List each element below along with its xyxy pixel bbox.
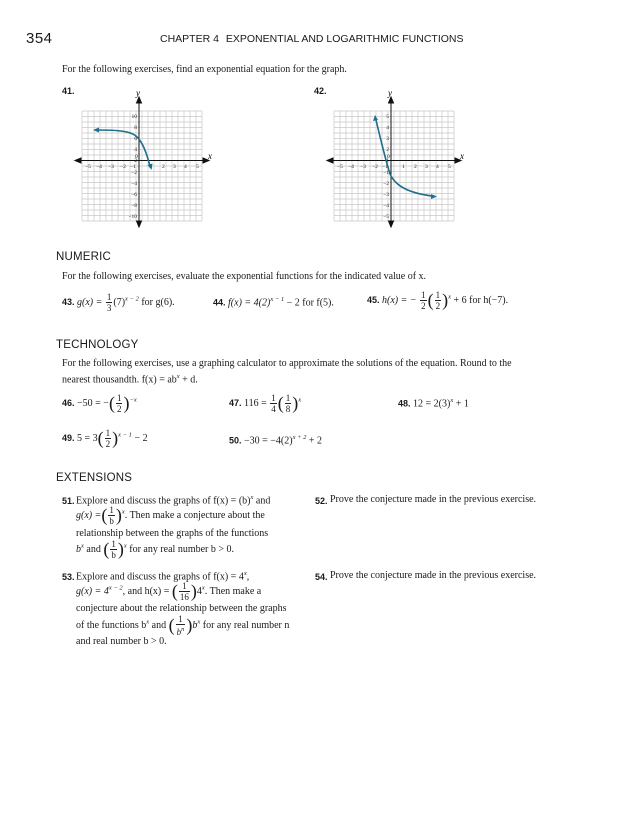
ex53-line-2-exponent-2: x (201, 584, 205, 592)
x-tick: 2 (414, 164, 417, 170)
ex46-fraction (116, 393, 123, 414)
page-number: 354 (26, 30, 53, 47)
section-heading-extensions: EXTENSIONS (56, 472, 133, 484)
x-axis-label: x (208, 151, 212, 161)
x-tick: 0 (387, 154, 390, 160)
numerator: 1 (271, 393, 276, 403)
exercise-51-number: 51. (62, 496, 75, 506)
denominator: 2 (435, 301, 441, 311)
ex53-line-1-exponent: x (243, 570, 247, 577)
ex53-line-2: $g(x) = 4^{x - 2}$, and h(x) = ( $\frac{1}{16}$ )4$^x$. Then make a (76, 581, 262, 602)
y-tick: −5 (383, 214, 389, 220)
x-tick: 3 (173, 164, 176, 170)
denominator: 3 (106, 303, 112, 313)
numerator: 1 (111, 539, 116, 549)
ex51-line-1-exponent: x (250, 494, 254, 501)
ex51-line-4: $b^x$ and ( $\frac{1}{b}$ )$^x$ for any real number b > 0. (76, 539, 235, 560)
exercise-43-number: 43. (62, 296, 75, 307)
ex51-line-2: g(x) =( $\frac{1}{b}$ )$^x$. Then make a conjecture about the (76, 505, 265, 526)
y-axis-label: y (136, 88, 140, 98)
ex48-tail: + 1 (455, 398, 469, 410)
y-tick: −4 (131, 181, 137, 187)
ex43-lhs: g(x) = (77, 296, 103, 308)
ex53-line-2-base: 4 (196, 585, 202, 597)
ex53-line-4-exponent: x (146, 618, 150, 626)
ex45-lhs: h(x) = − (382, 294, 417, 306)
section-heading-technology: TECHNOLOGY (56, 339, 139, 351)
ex48-exponent: x (450, 397, 454, 404)
ex51-line-4-exponent-2: x (123, 542, 127, 550)
ex50-lhs: −30 = −4(2) (244, 435, 293, 447)
x-tick: −3 (360, 164, 366, 170)
exercise-41-graph (72, 86, 220, 228)
exercise-44 (213, 296, 334, 308)
y-tick: 8 (134, 125, 137, 131)
ex53-line-4-text: of the functions b (76, 619, 147, 631)
ex51-line-2-exponent: x (121, 508, 125, 516)
denominator: 2 (116, 404, 122, 414)
y-tick: −8 (131, 203, 137, 209)
denominator: 8 (285, 404, 291, 414)
denominator: b (109, 516, 114, 526)
ex52-text: Prove the conjecture made in the previous exercise. (330, 494, 537, 505)
x-tick: −1 (130, 164, 136, 170)
exercise-50-number: 50. (229, 435, 242, 446)
denominator: 16 (179, 592, 189, 602)
exercise-47: 47. 116 = $\frac{1}{4}$ ( $\frac{1}{8}$ )$^x$ (229, 393, 302, 414)
numerator: 1 (106, 292, 112, 302)
x-tick: 5 (196, 164, 199, 170)
y-tick: 4 (134, 147, 137, 153)
ex51-line-4-base: b (76, 543, 81, 555)
ex51-line-1-tail: and (255, 495, 271, 507)
ex53-line-4: of the functions $b^x$ and ( $\frac{1}{b^n}$ )$b^x$ for any real number n (76, 614, 290, 637)
ex51-fraction-2 (110, 539, 117, 560)
exercise-49: 49. 5 = 3( $\frac{1}{2}$ )$^{x - 1}$ − 2 (62, 428, 148, 449)
ex53-fraction (179, 581, 190, 602)
ex50-exponent: x + 2 (292, 434, 307, 441)
exercise-53-number: 53. (62, 572, 75, 582)
exercise-50 (229, 434, 322, 446)
ex53-line-2-mid: , and h(x) = (122, 585, 170, 597)
ex53-line-1-tail: , (246, 571, 250, 583)
numerator: 1 (285, 393, 291, 403)
y-tick: 5 (386, 114, 389, 120)
exercise-47-number: 47. (229, 397, 242, 408)
numeric-intro: For the following exercises, evaluate the exponential functions for the indicated value of x. (62, 271, 427, 282)
y-tick: 10 (131, 114, 137, 120)
numerator: 1 (176, 614, 186, 625)
exercise-44-number: 44. (213, 297, 226, 308)
exercise-46: 46. −50 = −( $\frac{1}{2}$ )$^{-x}$ (62, 393, 137, 414)
x-tick: 5 (448, 164, 451, 170)
ex53-line-2-tail: . Then make a (204, 585, 262, 597)
exercise-48 (398, 397, 469, 409)
ex51-line-1-text: Explore and discuss the graphs of f(x) = (b) (76, 495, 251, 507)
ex47-fraction-1 (270, 393, 277, 414)
chapter-title: EXPONENTIAL AND LOGARITHMIC FUNCTIONS (225, 33, 464, 45)
denominator: b (176, 627, 182, 637)
ex47-lhs: 116 = (244, 397, 267, 409)
ex53-line-4-base: b (192, 619, 198, 631)
ex47-fraction-2 (285, 393, 292, 414)
technology-intro-line-2 (62, 373, 198, 385)
denominator: 2 (421, 301, 426, 311)
technology-intro-exponent: x (176, 373, 180, 380)
ex51-line-3: relationship between the graphs of the functions (76, 528, 269, 539)
y-tick: 4 (386, 125, 389, 131)
section-heading-numeric: NUMERIC (56, 251, 112, 263)
ex50-tail: + 2 (308, 435, 323, 447)
y-tick: −10 (128, 214, 137, 220)
ex43-base: (7) (113, 296, 126, 308)
y-axis-label: y (388, 88, 392, 98)
ex53-line-4-exponent-2: x (197, 618, 201, 626)
ex45-tail: + 6 for h(−7). (453, 294, 509, 306)
technology-intro-line-1: For the following exercises, use a graphing calculator to approximate the solutions of the equation. Round to the (62, 358, 512, 369)
ex51-line-4-exponent: x (81, 542, 84, 550)
ex51-line-4-and: and (86, 543, 101, 555)
ex53-line-1-text: Explore and discuss the graphs of f(x) = 4 (76, 571, 244, 583)
numerator: 1 (435, 290, 441, 300)
x-tick: −4 (96, 164, 102, 170)
chapter-label: CHAPTER 4 (160, 33, 219, 45)
y-tick: −4 (383, 203, 389, 209)
x-axis-label: x (460, 151, 464, 161)
ex43-tail: for g(6). (141, 296, 175, 308)
ex49-fraction (105, 428, 112, 449)
x-tick: 3 (425, 164, 428, 170)
numerator: 1 (109, 505, 114, 515)
ex48-lhs: 12 = 2(3) (413, 398, 451, 410)
technology-intro-tail: + d. (182, 374, 198, 386)
x-tick: 2 (162, 164, 165, 170)
technology-intro-text: nearest thousandth. f(x) = ab (62, 374, 177, 386)
x-tick: −5 (85, 164, 91, 170)
x-tick: 1 (402, 164, 405, 170)
ex49-lhs: 5 = 3 (77, 432, 98, 444)
numerator: 1 (421, 290, 426, 300)
exercise-54-number: 54. (315, 572, 328, 582)
exercise-41-number: 41. (62, 86, 75, 96)
x-tick: −4 (348, 164, 354, 170)
ex49-exponent: x − 1 (118, 431, 132, 439)
x-tick: −1 (382, 164, 388, 170)
chapter-header (160, 33, 464, 45)
x-tick: −5 (337, 164, 343, 170)
y-tick: −2 (383, 181, 389, 187)
exercise-43 (62, 292, 175, 313)
ex51-line-4-tail: for any real number b > 0. (129, 543, 235, 555)
y-tick: 2 (386, 147, 389, 153)
y-tick: −1 (383, 170, 389, 176)
ex47-exponent: x (298, 396, 302, 404)
ex53-line-3: conjecture about the relationship between the graphs (76, 603, 287, 614)
ex44-tail: − 2 for f(5). (286, 297, 334, 309)
y-tick: 3 (386, 136, 389, 142)
y-tick: −2 (131, 170, 137, 176)
ex46-lhs: −50 = − (77, 397, 109, 409)
exercise-52-number: 52. (315, 496, 328, 506)
ex51-fraction (108, 505, 115, 526)
y-tick: 1 (386, 158, 389, 164)
exercise-42-graph (324, 86, 472, 228)
y-tick: −3 (383, 192, 389, 198)
ex46-exponent: −x (129, 396, 137, 404)
ex45-fraction-2 (435, 290, 442, 311)
numerator: 1 (116, 393, 122, 403)
x-tick: 0 (135, 154, 138, 160)
x-tick: −2 (120, 164, 126, 170)
ex43-exponent: x − 2 (125, 295, 139, 303)
numerator: 1 (105, 428, 111, 438)
graph-exercises-intro: For the following exercises, find an exponential equation for the graph. (62, 64, 347, 75)
ex45-fraction-1 (420, 290, 427, 311)
denominator-exponent: n (181, 626, 185, 633)
exercise-42-number: 42. (314, 86, 327, 96)
ex51-line-2-tail: . Then make a conjecture about the (124, 509, 265, 521)
ex45-exponent: x (448, 293, 452, 301)
curve-arrow-up (373, 115, 378, 121)
denominator: 2 (105, 439, 111, 449)
ex53-line-2-lhs: g(x) = 4 (76, 585, 109, 597)
exercise-49-number: 49. (62, 432, 75, 443)
denominator-with-exponent (176, 625, 186, 637)
x-tick: 4 (436, 164, 439, 170)
ex53-fraction-2 (176, 614, 186, 637)
ex53-line-5: and real number b > 0. (76, 636, 167, 647)
exercise-45-number: 45. (367, 294, 380, 305)
ex54-text: Prove the conjecture made in the previous exercise. (330, 570, 537, 581)
ex53-line-4-and: and (151, 619, 167, 631)
ex53-line-4-tail: for any real number n (202, 619, 290, 631)
ex49-tail: − 2 (134, 432, 148, 444)
ex53-line-2-exponent: x − 2 (108, 584, 123, 592)
x-tick: 4 (184, 164, 187, 170)
exercise-45: 45. h(x) = − $\frac{1}{2}$ ( $\frac{1}{2}$ )$^x$ + 6 for h(−7). (367, 290, 509, 311)
ex43-fraction (106, 292, 113, 313)
numerator: 1 (179, 581, 190, 592)
x-tick: −2 (372, 164, 378, 170)
y-tick: 2 (134, 158, 137, 164)
exercise-48-number: 48. (398, 398, 411, 409)
y-tick: 6 (134, 136, 137, 142)
y-tick: −6 (131, 192, 137, 198)
exercise-46-number: 46. (62, 397, 75, 408)
ex51-line-2-lhs: g(x) = (76, 509, 102, 521)
denominator: 4 (271, 404, 276, 414)
ex44-lhs: f(x) = 4(2) (228, 297, 271, 309)
ex44-exponent: x − 1 (270, 296, 285, 303)
x-tick: −3 (108, 164, 114, 170)
denominator: b (111, 550, 116, 560)
